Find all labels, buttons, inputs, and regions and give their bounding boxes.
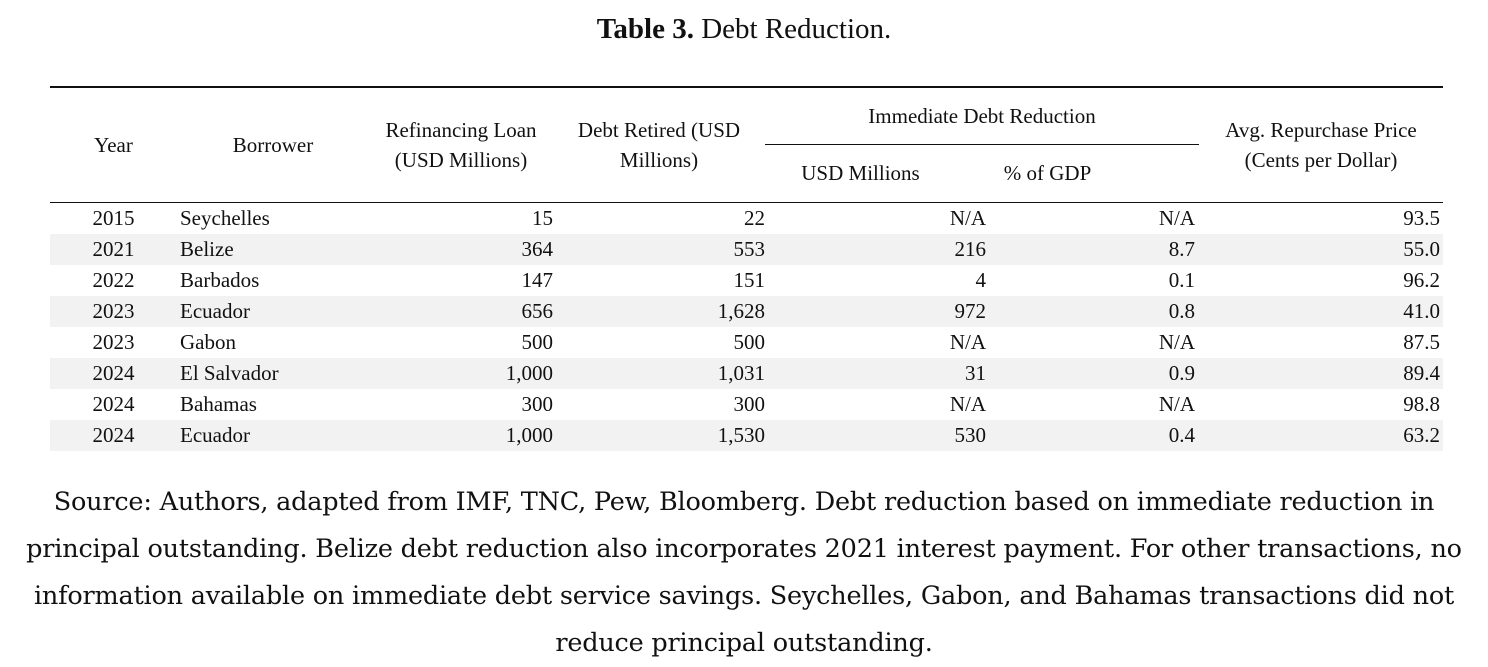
cell-pct-gdp: N/A	[1158, 206, 1195, 230]
cell-borrower: Ecuador	[177, 296, 369, 327]
cell-usd-millions: N/A	[949, 206, 986, 230]
cell-year: 2022	[92, 268, 135, 292]
cell-year: 2024	[50, 358, 177, 389]
header-retired-line2: Millions)	[619, 148, 699, 172]
cell-avg-repurchase-price: 55.0	[1199, 234, 1443, 265]
cell-pct-gdp: 0.9	[986, 358, 1199, 389]
table-row	[50, 203, 1443, 235]
cell-year: 2021	[50, 234, 177, 265]
cell-debt-retired: 500	[733, 330, 765, 354]
cell-usd-millions: N/A	[949, 330, 986, 354]
cell-borrower: Seychelles	[180, 206, 270, 230]
header-debt-retired	[553, 87, 765, 203]
table-row	[50, 327, 1443, 358]
header-price-line1: Avg. Repurchase Price	[1225, 118, 1417, 142]
debt-reduction-table	[50, 86, 1443, 451]
cell-refinancing-loan: 147	[521, 268, 553, 292]
cell-borrower: Bahamas	[180, 392, 257, 416]
cell-usd-millions: 972	[765, 296, 986, 327]
cell-debt-retired: 151	[733, 268, 765, 292]
cell-borrower: Ecuador	[177, 420, 369, 451]
cell-borrower: Belize	[177, 234, 369, 265]
cell-pct-gdp: 8.7	[986, 234, 1199, 265]
header-price-line2: (Cents per Dollar)	[1244, 148, 1398, 172]
cell-avg-repurchase-price: 93.5	[1403, 206, 1440, 230]
cell-usd-millions: 530	[765, 420, 986, 451]
cell-debt-retired: 300	[733, 392, 765, 416]
table-caption	[0, 12, 1488, 46]
table-row	[50, 358, 1443, 389]
source-line-2: principal outstanding. Belize debt reduction also incorporates 2021 interest payment. For other transactions, no	[26, 534, 1462, 564]
cell-refinancing-loan: 364	[369, 234, 553, 265]
cell-avg-repurchase-price: 98.8	[1403, 392, 1440, 416]
table-row	[50, 420, 1443, 451]
cell-avg-repurchase-price: 41.0	[1199, 296, 1443, 327]
cell-year: 2024	[92, 392, 135, 416]
table-label: Table 3.	[596, 13, 694, 45]
cell-usd-millions: 31	[765, 358, 986, 389]
header-refinancing-loan	[369, 87, 553, 203]
cell-avg-repurchase-price: 96.2	[1403, 268, 1440, 292]
header-borrower: Borrower	[177, 87, 369, 203]
table-body	[50, 203, 1443, 452]
cell-pct-gdp: N/A	[1158, 330, 1195, 354]
header-refi-line2: (USD Millions)	[394, 148, 528, 172]
cell-year: 2015	[92, 206, 135, 230]
cell-borrower: Barbados	[180, 268, 260, 292]
cell-pct-gdp: N/A	[1158, 392, 1195, 416]
cell-pct-gdp: 0.4	[986, 420, 1199, 451]
cell-debt-retired: 1,530	[553, 420, 765, 451]
header-year: Year	[50, 87, 177, 203]
cell-refinancing-loan: 1,000	[369, 358, 553, 389]
cell-avg-repurchase-price: 87.5	[1403, 330, 1440, 354]
table-row	[50, 265, 1443, 296]
cell-pct-gdp: 0.8	[986, 296, 1199, 327]
cell-refinancing-loan: 656	[369, 296, 553, 327]
cell-usd-millions: 4	[975, 268, 986, 292]
cell-year: 2023	[92, 330, 135, 354]
table-row	[50, 234, 1443, 265]
table-row	[50, 296, 1443, 327]
source-line-4: reduce principal outstanding.	[555, 628, 933, 658]
header-avg-repurchase-price	[1199, 87, 1443, 203]
cell-year: 2023	[50, 296, 177, 327]
cell-refinancing-loan: 1,000	[369, 420, 553, 451]
cell-refinancing-loan: 15	[532, 206, 553, 230]
cell-usd-millions: 216	[765, 234, 986, 265]
cell-usd-millions: N/A	[949, 392, 986, 416]
source-note	[0, 479, 1488, 667]
cell-refinancing-loan: 300	[521, 392, 553, 416]
header-retired-line1: Debt Retired (USD	[577, 118, 741, 142]
source-line-3: information available on immediate debt service savings. Seychelles, Gabon, and Bahamas transactions did not	[33, 581, 1455, 611]
cell-debt-retired: 553	[553, 234, 765, 265]
cell-debt-retired: 22	[744, 206, 765, 230]
header-pct-gdp: % of GDP	[1003, 161, 1092, 185]
source-line-1: Source: Authors, adapted from IMF, TNC, Pew, Bloomberg. Debt reduction based on immediate reduction in	[53, 487, 1435, 517]
header-usd-millions: USD Millions	[801, 161, 920, 185]
cell-debt-retired: 1,628	[553, 296, 765, 327]
cell-refinancing-loan: 500	[521, 330, 553, 354]
cell-borrower: Gabon	[180, 330, 236, 354]
cell-borrower: El Salvador	[177, 358, 369, 389]
cell-year: 2024	[50, 420, 177, 451]
header-refi-line1: Refinancing Loan	[385, 118, 537, 142]
table-row	[50, 389, 1443, 420]
cell-debt-retired: 1,031	[553, 358, 765, 389]
table-title: Debt Reduction.	[701, 13, 892, 45]
cell-avg-repurchase-price: 89.4	[1199, 358, 1443, 389]
cell-avg-repurchase-price: 63.2	[1199, 420, 1443, 451]
header-immediate-debt-reduction: Immediate Debt Reduction	[765, 87, 1199, 145]
cell-pct-gdp: 0.1	[1168, 268, 1195, 292]
